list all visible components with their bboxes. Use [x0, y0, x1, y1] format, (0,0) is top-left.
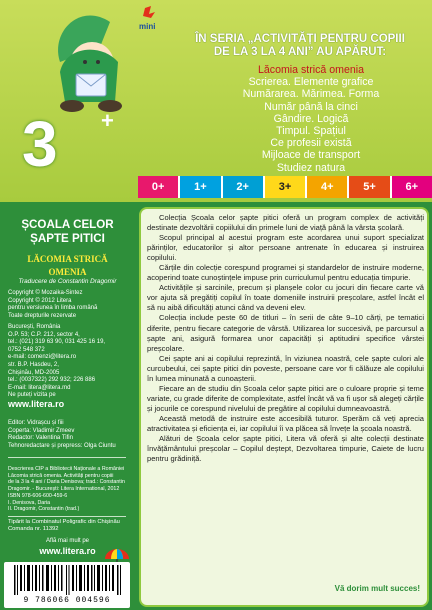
- description-paragraph: Colecția Școala celor șapte pitici oferă un program complex de activități destinate dezvoltării copiilului din primele luni de viață până la vârsta școlară.: [147, 213, 424, 233]
- age-tab-2: 2+: [223, 176, 265, 198]
- credit-line: Coperta: Vladimir Zmeev: [8, 427, 75, 434]
- cip-description: [8, 466, 128, 513]
- credit-line: Editor: Vidrașcu și fiii: [8, 420, 64, 426]
- age-tab-1: 1+: [180, 176, 222, 198]
- book-item: Ce profesii există: [270, 137, 352, 150]
- description-paragraph: Activitățile și sarcinile, precum și planșele color cu jocuri din fiecare carte vă vor ajuta să pregătiți copilul în toate domeniile instruirii preșcolare, astfel încât el să nu aibă dificultăți atunci când va deveni elev.: [147, 283, 424, 313]
- book-title-line1: LĂCOMIA STRICĂ: [27, 254, 108, 264]
- description-text: [147, 213, 424, 464]
- copyright-line: Copyright © 2012 Litera: [8, 297, 72, 304]
- series-name-line2: ȘAPTE PITICI: [30, 232, 105, 245]
- print-line: Comanda nr. 11392: [8, 526, 59, 532]
- book-item: Studiez natura: [276, 161, 346, 174]
- cip-line: I. Denisova, Daria: [8, 499, 51, 506]
- age-big-plus: +: [101, 108, 114, 133]
- description-paragraph: Alături de Școala celor șapte pitici, Litera vă oferă și alte colecții destinate învățământului preșcolar – Copilul deștept, Dezvoltarea timpurie, Caiete de lucru pentru grădiniță.: [147, 434, 424, 464]
- age-tabs: [138, 176, 432, 198]
- address-line: București, România: [8, 324, 61, 330]
- cip-line: ISBN 978-606-600-459-6: [8, 492, 68, 499]
- series-heading: [172, 33, 428, 59]
- age-tab-3-active: 3+: [265, 176, 307, 198]
- web-visit-label: Ne puteți vizita pe: [8, 392, 56, 398]
- description-paragraph: Cărțile din colecție corespund programei și standardelor de instruire moderne, acoperind toate cunoștințele impuse prin curriculumul pentru educația timpurie.: [147, 263, 424, 283]
- divider: [8, 457, 126, 458]
- address-moldova: [8, 362, 133, 392]
- address-romania: [8, 324, 133, 362]
- cip-line: de la 3 la 4 ani / Daria Denisova; trad.: Constantin: [8, 479, 125, 486]
- print-line: Tipărit la Combinatul Poligrafic din Chișinău: [8, 519, 120, 525]
- book-title: [0, 253, 135, 279]
- credits-block: [8, 420, 133, 450]
- address-line: str. B.P. Hasdeu, 2,: [8, 362, 59, 368]
- cip-line: Descrierea CIP a Bibliotecii Naționale a României: [8, 466, 125, 472]
- age-tab-6: 6+: [392, 176, 432, 198]
- copyright-line: pentru versiunea în limba română: [8, 305, 98, 312]
- description-paragraph: Colecția include peste 60 de titluri – în serii de câte 9–10 cărți, pe tematici diferite, pentru fiecare categorie de vârstă. Utilizarea lor succesivă, pe parcursul a șapte ani, asigură formarea unor capacități și aptitudini specifice vârstei preșcolare.: [147, 313, 424, 353]
- book-item: Timpul. Spațiul: [276, 125, 346, 138]
- book-title-line2: OMENIA: [48, 267, 87, 277]
- cip-line: Dragomir. - București: Litera International, 2012: [8, 486, 120, 493]
- address-line: Chișinău, MD-2005: [8, 369, 60, 376]
- address-line: 0752 548 372: [8, 346, 45, 353]
- copyright-block: [8, 290, 133, 320]
- book-item: Număr până la cinci: [264, 100, 358, 113]
- address-line: tel.: (0037322) 292 932; 226 886: [8, 377, 96, 384]
- age-tab-0: 0+: [138, 176, 180, 198]
- book-item: Gândire. Logică: [273, 112, 349, 125]
- address-line: E-mail: litera@litera.md: [8, 384, 71, 391]
- book-item: Lăcomia strică omenia: [258, 64, 364, 76]
- cip-line: II. Dragomir, Constantin (trad.): [8, 506, 80, 513]
- gnome-illustration: [40, 2, 160, 114]
- print-info: [8, 519, 132, 533]
- svg-text:mini: mini: [139, 22, 156, 31]
- closing-wish: Vă dorim mult succes!: [334, 584, 420, 593]
- book-item: Mijloace de transport: [261, 149, 361, 162]
- credit-line: Redactor: Valentina Tifin: [8, 435, 73, 442]
- website-link[interactable]: www.litera.ro: [8, 399, 65, 409]
- book-item: Scrierea. Elemente grafice: [248, 76, 374, 89]
- series-heading-line1: ÎN SERIA „ACTIVITĂȚI PENTRU COPIII: [195, 33, 405, 45]
- credit-line: Tehnoredactare și prepress: Olga Ciuntu: [8, 442, 116, 449]
- description-paragraph: Această metodă de instruire este accesibilă tuturor. Sperăm că veți aprecia atractivitatea și eficiența ei, iar copilului îi va plăcea să învețe la școala noastră.: [147, 413, 424, 433]
- copyright-line: Toate drepturile rezervate: [8, 312, 77, 319]
- learn-more-label: Află mai mult pe: [45, 538, 90, 544]
- translator-credit: Traducere de Constantin Dragomir: [18, 278, 117, 285]
- description-paragraph: Cei șapte ani ai copilului reprezintă, în viziunea noastră, cele șapte culori ale curcubeului, cei șapte pitici din poveste, persoane care vor fi călăuze ale copilului în lumea minunată a cunoașterii.: [147, 353, 424, 383]
- address-line: e-mail: comenzi@litera.ro: [8, 354, 77, 361]
- series-name: [0, 218, 135, 246]
- divider: [8, 516, 126, 517]
- age-tab-4: 4+: [307, 176, 349, 198]
- series-book-list: [226, 64, 396, 174]
- address-line: tel.: (021) 319 63 90, 031 425 16 19,: [8, 339, 106, 346]
- address-line: O.P. 53; C.P. 212, sector 4,: [8, 331, 80, 338]
- series-heading-line2: DE LA 3 LA 4 ANI” AU APĂRUT:: [213, 46, 387, 58]
- age-big-number: 3: [22, 108, 58, 180]
- age-tab-5: 5+: [349, 176, 391, 198]
- cip-line: Lăcomia strică omenia. Activități pentru copiii: [8, 472, 114, 479]
- description-paragraph: Scopul principal al acestui program este acordarea unui suport specializat părinților, educatorilor și altor persoane antrenate în educarea și instruirea copilului.: [147, 233, 424, 263]
- copyright-line: Copyright © Mozaika-Sintez: [8, 290, 83, 296]
- description-paragraph: Fiecare an de studiu din Școala celor șapte pitici are o culoare proprie și teme variate, cu grade diferite de complexitate, astfel încât vă va fi ușor să alegeți cărțile și jocurile ce corespund nivelului de pregătire al copilului dumneavoastră.: [147, 383, 424, 413]
- barcode-number: 9 786066 004596: [23, 596, 111, 605]
- learn-more-link[interactable]: www.litera.ro: [39, 546, 96, 556]
- series-name-line1: ȘCOALA CELOR: [21, 218, 114, 231]
- book-item: Numărarea. Mărimea. Forma: [242, 88, 380, 101]
- barcode-bars: [14, 565, 122, 595]
